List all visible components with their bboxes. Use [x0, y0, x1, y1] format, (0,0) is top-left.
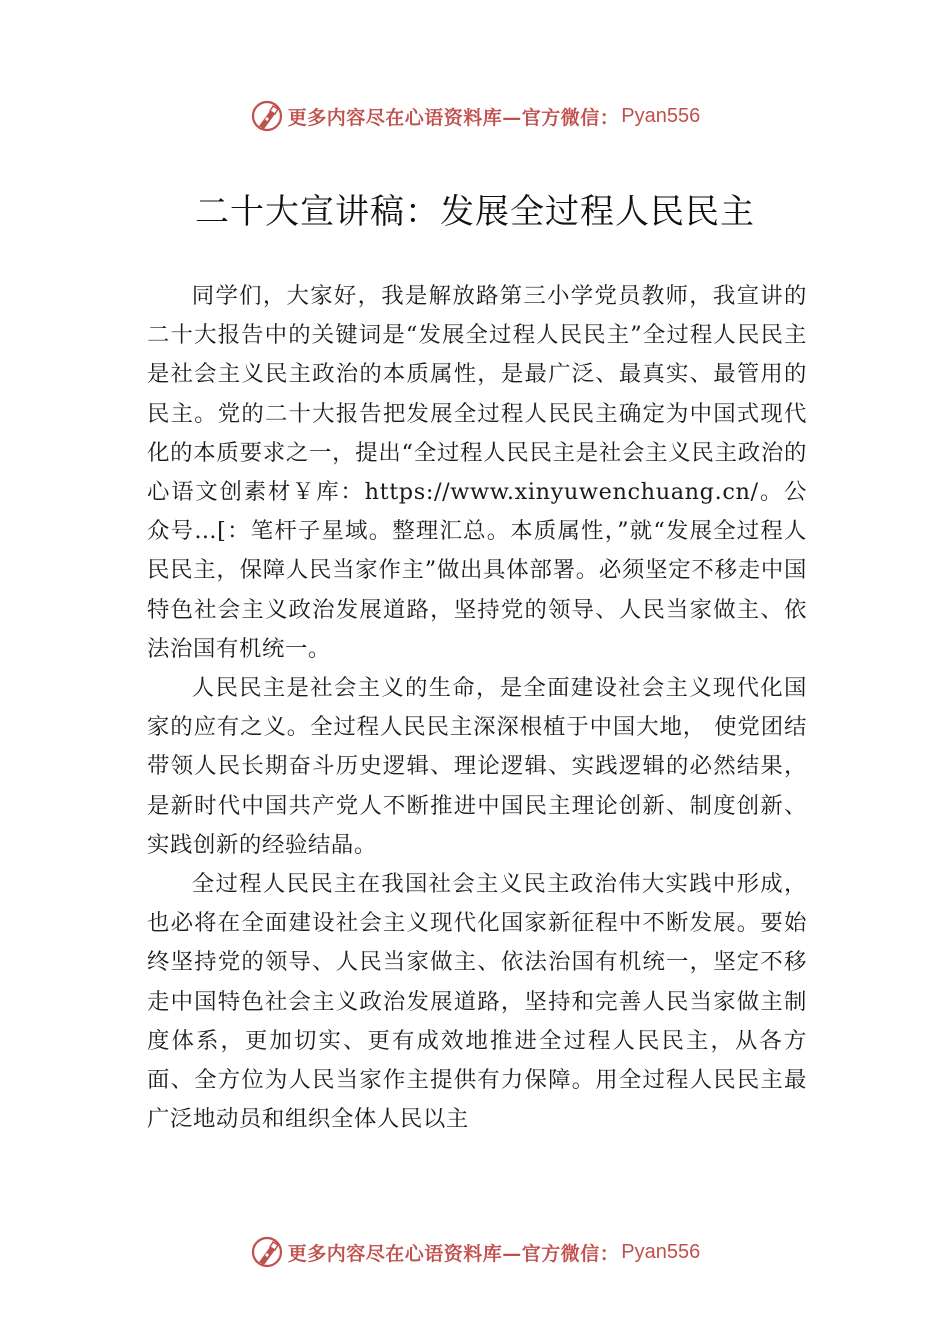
paragraph: 全过程人民民主在我国社会主义民主政治伟大实践中形成，也必将在全面建设社会主义现代化国家新征程中不断发展。要始终坚持党的领导、人民当家做主、依法治国有机统一，坚定不移走中国特色社会主义政治发展道路，坚持和完善人民当家做主制度体系，更加切实、更有成效地推进全过程人民民主，从各方面、全方位为人民当家作主提供有力保障。用全过程人民民主最广泛地动员和组织全体人民以主: [147, 871, 807, 1133]
footer-banner-text: 更多内容尽在心语资料库—官方微信：: [287, 1242, 620, 1265]
header-watermark-banner: [0, 96, 950, 136]
paragraph: 同学们，大家好，我是解放路第三小学党员教师，我宣讲的二十大报告中的关键词是“发展全过程人民民主”全过程人民民主是社会主义民主政治的本质属性，是最广泛、最真实、最管用的民主。党的二十大报告把发展全过程人民民主确定为中国式现代化的本质要求之一，提出“全过程人民民主是社会主义民主政治的心语文创素材￥库：https://www.xinyuwenchuang.cn/。公众号…[：笔杆子星域。整理汇总。本质属性，”就“发展全过程人民民主，保障人民当家作主”做出具体部署。必须坚定不移走中国特色社会主义政治发展道路，坚持党的领导、人民当家做主、依法治国有机统一。: [147, 283, 807, 662]
document-title: 二十大宣讲稿：发展全过程人民民主: [195, 192, 755, 232]
paragraph: 人民民主是社会主义的生命，是全面建设社会主义现代化国家的应有之义。全过程人民民主深深根植于中国大地， 使党团结带领人民长期奋斗历史逻辑、理论逻辑、实践逻辑的必然结果，是新时代中国共产党人不断推进中国民主理论创新、制度创新、实践创新的经验结晶。: [147, 675, 807, 858]
pen-nib-logo-icon: [250, 99, 284, 133]
footer-watermark-banner: [0, 1232, 950, 1272]
header-wechat-id: Pyan556: [621, 104, 701, 127]
pen-nib-logo-icon: [250, 1235, 284, 1269]
footer-wechat-id: Pyan556: [621, 1240, 701, 1263]
header-banner-text: 更多内容尽在心语资料库—官方微信：: [287, 106, 620, 129]
document-body: [147, 277, 807, 1139]
